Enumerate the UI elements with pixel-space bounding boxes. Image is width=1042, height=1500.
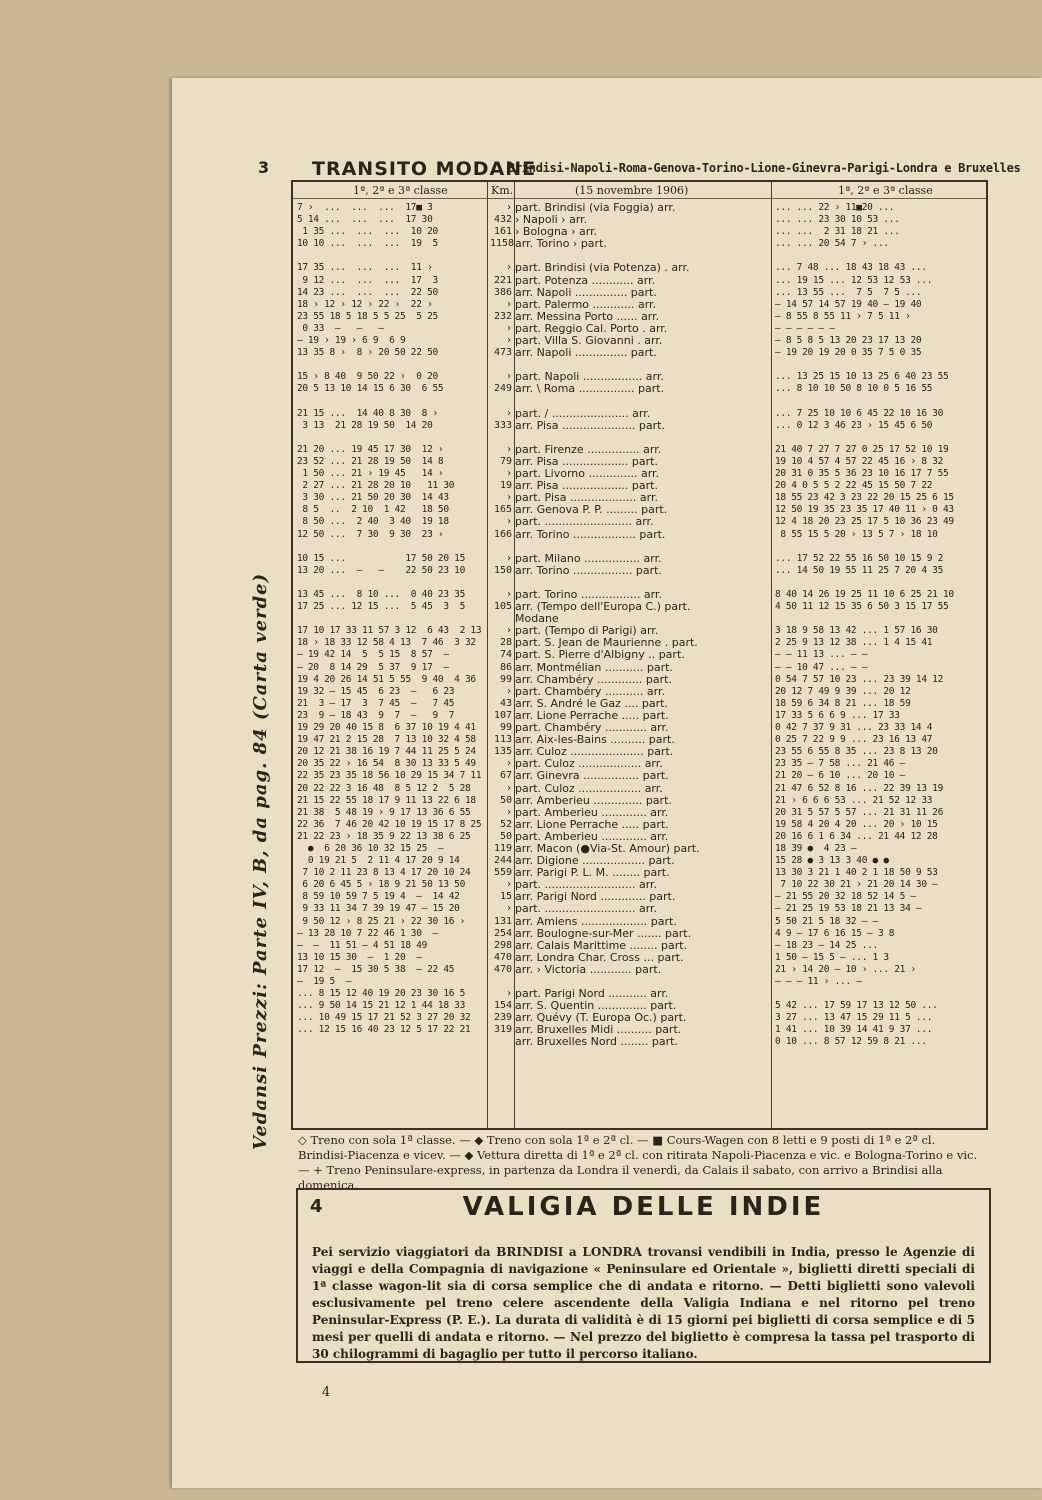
km-column: › 432 161 1158 › 221 386 › 232 › › 473 › 249 › 333 › 79 › 19 › 165 › 166 › 150 › 105 › 28 74 86 99 › 43 107 99 113 135 › 67 › 50 › 52 50 119 244 559 › 15 › 131 254 298 470 470 › 154 239 319 (490, 202, 515, 1036)
timetable (291, 180, 988, 1130)
section-number: 4 (310, 1196, 323, 1217)
station-row: arr. Bruxelles Nord ........ part. (515, 1036, 678, 1049)
station-row: part. Chambéry ........... arr. (515, 685, 665, 698)
station-row: arr. S. Quentin .............. part. (515, 1000, 677, 1013)
station-row (515, 976, 770, 988)
station-row: part. Pisa ................... arr. (515, 492, 658, 505)
station-row: arr. Culoz ..................... part. (515, 746, 674, 759)
station-row: arr. Parigi P. L. M. ........ part. (515, 867, 670, 880)
station-row: part. Villa S. Giovanni . arr. (515, 335, 663, 348)
station-row: arr. Pisa ................... part. (515, 480, 658, 493)
station-row: arr. Digione .................. part. (515, 855, 675, 868)
station-row: Modane (515, 613, 559, 626)
station-row: part. Chambéry ............ arr. (515, 722, 669, 735)
station-row: part. Livorno .............. arr. (515, 468, 660, 481)
station-row: part. S. Jean de Maurienne . part. (515, 637, 698, 650)
station-row: part. .......................... arr. (515, 879, 658, 892)
station-row: part. Potenza ............ arr. (515, 274, 656, 287)
station-row: arr. \ Roma ................ part. (515, 383, 665, 396)
station-row: part. ......................... arr. (515, 516, 654, 529)
class-header-left: 1ª, 2ª e 3ª classe (353, 184, 448, 197)
station-row: arr. Torino › part. (515, 238, 607, 251)
station-row: part. S. Pierre d'Albigny .. part. (515, 649, 685, 662)
station-row: arr. Amiens ................... part. (515, 915, 677, 928)
station-row: arr. Chambéry ............. part. (515, 673, 672, 686)
station-row: arr. Boulogne-sur-Mer ....... part. (515, 927, 692, 940)
side-reference: Vedansi Prezzi: Parte IV, B, da pag. 84 (Carta verde) (250, 572, 271, 1150)
station-row: › Bologna › arr. (515, 226, 598, 239)
station-row: arr. Messina Porto ...... arr. (515, 310, 660, 323)
station-row: part. Parigi Nord ........... arr. (515, 988, 669, 1001)
station-row: arr. Lione Perrache ..... part. (515, 818, 669, 831)
station-row: arr. Londra Char. Cross ... part. (515, 951, 684, 964)
station-row: › Napoli › arr. (515, 214, 588, 227)
column-divider (771, 182, 772, 1128)
station-row: arr. Genova P. P. ......... part. (515, 504, 668, 517)
section-box (296, 1188, 991, 1363)
station-row: part. Brindisi (via Potenza) . arr. (515, 262, 690, 275)
station-row: part. Amberieu ............. arr. (515, 806, 669, 819)
station-row: arr. Amberieu .............. part. (515, 794, 672, 807)
station-row: part. Culoz .................. arr. (515, 758, 663, 771)
station-row: arr. Torino ................. part. (515, 564, 662, 577)
station-row: arr. Lione Perrache ..... part. (515, 709, 669, 722)
station-row: part. Milano ................ arr. (515, 552, 662, 565)
station-row: part. Palermo ............ arr. (515, 298, 657, 311)
page-title: TRANSITO MODANE (312, 158, 537, 180)
header-divider (293, 198, 986, 199)
class-header-right: 1ª, 2ª e 3ª classe (838, 184, 933, 197)
page-number-bottom: 4 (322, 1385, 331, 1400)
station-row: arr. (Tempo dell'Europa C.) part. (515, 601, 691, 614)
station-row: arr. Napoli ............... part. (515, 347, 657, 360)
station-row (515, 396, 770, 408)
station-list (515, 202, 770, 1049)
km-header: Km. (491, 184, 514, 197)
station-row: arr. Macon (●Via-St. Amour) part. (515, 842, 700, 855)
station-row: arr. Parigi Nord ............. part. (515, 891, 676, 904)
station-row: part. Amberieu ............. arr. (515, 830, 669, 843)
station-row: arr. Bruxelles Midi .......... part. (515, 1024, 682, 1037)
station-row (515, 432, 770, 444)
section-text: Pei servizio viaggiatori da BRINDISI a LONDRA trovansi vendibili in India, presso le Agenzie di viaggi e della Compagnia di navigazione « Peninsulare ed Orientale », biglietti diretti speciali di 1ª classe wagon-lit sia di corsa semplice che di andata e ritorno. — Detti biglietti sono valevoli esclusivamente pel treno celere ascendente della Valigia Indiana e nel ritorno pel treno Peninsular-Express (P. E.). La durata di validità è di 15 giorni pei biglietti di corsa semplice e di 5 mesi per quelli di andata e ritorno. — Nel prezzo del biglietto è compresa la tassa pel trasporto di 30 chilogrammi di bagaglio per tutto il percorso italiano. (312, 1245, 975, 1361)
station-row: arr. › Victoria ............ part. (515, 963, 662, 976)
station-row: part. Torino ................. arr. (515, 589, 662, 601)
right-times: ... ... 22 › 11■20 ... ... ... 23 30 10 53 ... ... ... 2 31 18 21 ... ... ... 20 54 7 › ... ... 7 48 ... 18 43 18 43 ... ... 19 15 ... 12 53 12 53 ... ... 13 55 ... 7 5 7 5 ... — 14 57 14 57 19 40 — 19 40 — 8 55 8 55 11 › 7 5 11 › — — — — — — — 8 5 8 5 13 20 23 17 13 20 — 19 20 19 20 0 35 7 5 0 35 ... 13 25 15 10 13 25 6 40 23 55 ... 8 10 10 50 8 10 0 5 16 55 ... 7 25 10 10 6 45 22 10 16 30 ... 0 12 3 46 23 › 15 45 6 50 21 40 7 27 7 27 0 25 17 52 10 19 19 10 4 57 4 57 22 45 16 › 8 32 20 31 0 35 5 36 23 10 16 17 7 55 20 4 0 5 5 2 22 45 15 50 7 22 18 55 23 42 3 23 22 20 15 25 6 15 12 50 19 35 23 35 17 40 11 › 0 43 12 4 18 20 23 25 17 5 10 36 23 49 8 55 15 5 20 › 13 5 7 › 18 10 ... 17 52 22 55 16 50 10 15 9 2 ... 14 50 19 55 11 25 7 20 4 35 8 40 14 26 19 25 11 10 6 25 21 10 4 50 11 12 15 35 6 50 3 15 17 55 3 18 9 58 13 42 ... 1 57 16 30 2 25 9 13 12 38 ... 1 4 15 41 — — 11 13 ... — — — — 10 47 ... — — 0 54 7 57 10 23 ... 23 39 14 12 20 12 7 49 9 39 ... 20 12 18 59 6 34 8 21 ... 18 59 17 33 5 6 6 9 ... 17 33 0 42 7 37 9 31 ... 23 33 14 4 0 25 7 22 9 9 ... 23 16 13 47 23 55 6 55 8 35 ... 23 8 13 20 23 35 — 7 58 ... 21 46 — 21 20 — 6 10 ... 20 10 — 21 47 6 52 8 16 ... 22 39 13 19 21 › 6 6 6 53 ... 21 52 12 33 20 31 5 57 5 57 ... 21 31 11 26 19 58 4 20 4 20 ... 20 › 10 15 20 16 6 1 6 34 ... 21 44 12 28 18 39 ● 4 23 — 15 28 ● 3 13 3 40 ● ● 13 30 3 21 1 40 2 1 18 50 9 53 7 10 22 30 21 › 21 20 14 30 — — 21 55 20 32 18 52 14 5 — — 21 25 19 53 18 21 13 34 — 5 50 21 5 18 32 — — 4 9 — 17 6 16 15 — 3 8 — 18 23 — 14 25 ... 1 50 — 15 5 — ... 1 3 21 › 14 20 — 10 › ... 21 › — — — 11 › ... — 5 42 ... 17 59 17 13 12 50 ... 3 27 ... 13 47 15 29 11 5 ... 1 41 ... 10 39 14 41 9 37 ... 0 10 ... 8 57 12 59 8 21 ... (775, 202, 954, 1048)
station-row: arr. Ginevra ................ part. (515, 770, 669, 783)
station-row: part. Culoz .................. arr. (515, 782, 663, 795)
station-row: part. Napoli ................. arr. (515, 371, 664, 384)
section-title: VALIGIA DELLE INDIE (462, 1192, 825, 1222)
station-row: arr. Quévy (T. Europa Oc.) part. (515, 1012, 687, 1025)
station-row: arr. S. André le Gaz .... part. (515, 697, 668, 710)
column-divider (487, 182, 488, 1128)
station-row: arr. Pisa ................... part. (515, 455, 658, 468)
station-row: part. Firenze ............... arr. (515, 443, 662, 456)
station-row: part. / ...................... arr. (515, 407, 651, 420)
station-row: arr. Pisa ..................... part. (515, 419, 665, 432)
station-row: part. (Tempo di Parigi) arr. (515, 625, 659, 638)
station-row (515, 541, 770, 553)
station-row: arr. Aix-les-Bains .......... part. (515, 734, 675, 747)
station-row (515, 250, 770, 262)
station-row: arr. Calais Marittime ........ part. (515, 939, 688, 952)
station-row: part. Reggio Cal. Porto . arr. (515, 322, 668, 335)
left-times: 7 › ... ... ... 17■ 3 5 14 ... ... ... 17 30 1 35 ... ... ... 10 20 10 10 ... ... ... 19 5 17 35 ... ... ... 11 › 9 12 ... ... ... 17 3 14 23 ... ... ... 22 50 18 › 12 › 12 › 22 › 22 › 23 55 18 5 18 5 5 25 5 25 0 33 — — — — 19 › 19 › 6 9 6 9 13 35 8 › 8 › 20 50 22 50 15 › 8 40 9 50 22 › 0 20 20 5 13 10 14 15 6 30 6 55 21 15 ... 14 40 8 30 8 › 3 13 21 28 19 50 14 20 21 20 ... 19 45 17 30 12 › 23 52 ... 21 28 19 50 14 8 1 50 ... 21 › 19 45 14 › 2 27 ... 21 28 20 10 11 30 3 30 ... 21 50 20 30 14 43 8 5 .. 2 10 1 42 18 50 8 50 ... 2 40 3 40 19 18 12 50 ... 7 30 9 30 23 › 10 15 ... 17 50 20 15 13 20 ... — — 22 50 23 10 13 45 ... 8 10 ... 0 40 23 35 17 25 ... 12 15 ... 5 45 3 5 17 10 17 33 11 57 3 12 6 43 2 13 18 › 18 33 12 58 4 13 7 46 3 32 — 19 42 14 5 5 15 8 57 — — 20 8 14 29 5 37 9 17 — 19 4 20 26 14 51 5 55 9 40 4 36 19 32 — 15 45 6 23 — 6 23 21 3 — 17 3 7 45 — 7 45 23 9 — 18 43 9 7 — 9 7 19 29 20 40 15 8 6 37 10 19 4 41 19 47 21 2 15 28 7 13 10 32 4 58 20 12 21 38 16 19 7 44 11 25 5 24 20 35 22 › 16 54 8 30 13 33 5 49 22 35 23 35 18 56 10 29 15 34 7 11 20 22 22 3 16 48 8 5 12 2 5 28 21 15 22 55 18 17 9 11 13 22 6 18 21 38 5 48 19 › 9 17 13 36 6 55 22 36 7 46 20 42 10 19 15 17 8 25 21 22 23 › 18 35 9 22 13 38 6 25 ● 6 20 36 10 32 15 25 — 0 19 21 5 2 11 4 17 20 9 14 7 10 2 11 23 8 13 4 17 20 10 24 6 20 6 45 5 › 18 9 21 50 13 50 8 59 10 59 7 5 19 4 — 14 42 9 33 11 34 7 39 19 47 — 15 20 9 50 12 › 8 25 21 › 22 30 16 › — 13 28 10 7 22 46 1 30 — — — 11 51 — 4 51 18 49 13 10 15 30 — 1 20 — 17 12 — 15 30 5 38 — 22 45 — 19 5 — ... 8 15 12 40 19 20 23 30 16 5 ... 9 50 14 15 21 12 1 44 18 33 ... 10 49 15 17 21 52 3 27 20 32 ... 12 15 16 40 23 12 5 17 22 21 (297, 202, 482, 1036)
route-title: Brindisi-Napoli-Roma-Genova-Torino-Lione-Ginevra-Parigi-Londra e Bruxelles (508, 161, 1021, 175)
page-number: 3 (258, 158, 270, 177)
station-row (515, 577, 770, 589)
date-header: (15 novembre 1906) (575, 184, 689, 197)
footnote: ◇ Treno con sola 1ª classe. — ◆ Treno con sola 1ª e 2ª cl. — ■ Cours-Wagen con 8 letti e 9 posti di 1ª e 2ª cl. Brindisi-Piacenza e vicev. — ◆ Vettura diretta di 1ª e 2ª cl. con ritirata Napoli-Piacenza e vic. e Bologna-Torino e vic. — + Treno Peninsulare-express, in partenza da Londra il venerdì, da Calais il sabato, con arrivo a Brindisi alla domenica. (298, 1133, 978, 1192)
station-row: arr. Napoli ............... part. (515, 286, 657, 299)
station-row: arr. Torino .................. part. (515, 528, 666, 541)
station-row: part. .......................... arr. (515, 903, 658, 916)
station-row (515, 359, 770, 371)
station-row: part. Brindisi (via Foggia) arr. (515, 202, 676, 214)
station-row: arr. Montmélian ........... part. (515, 661, 673, 674)
